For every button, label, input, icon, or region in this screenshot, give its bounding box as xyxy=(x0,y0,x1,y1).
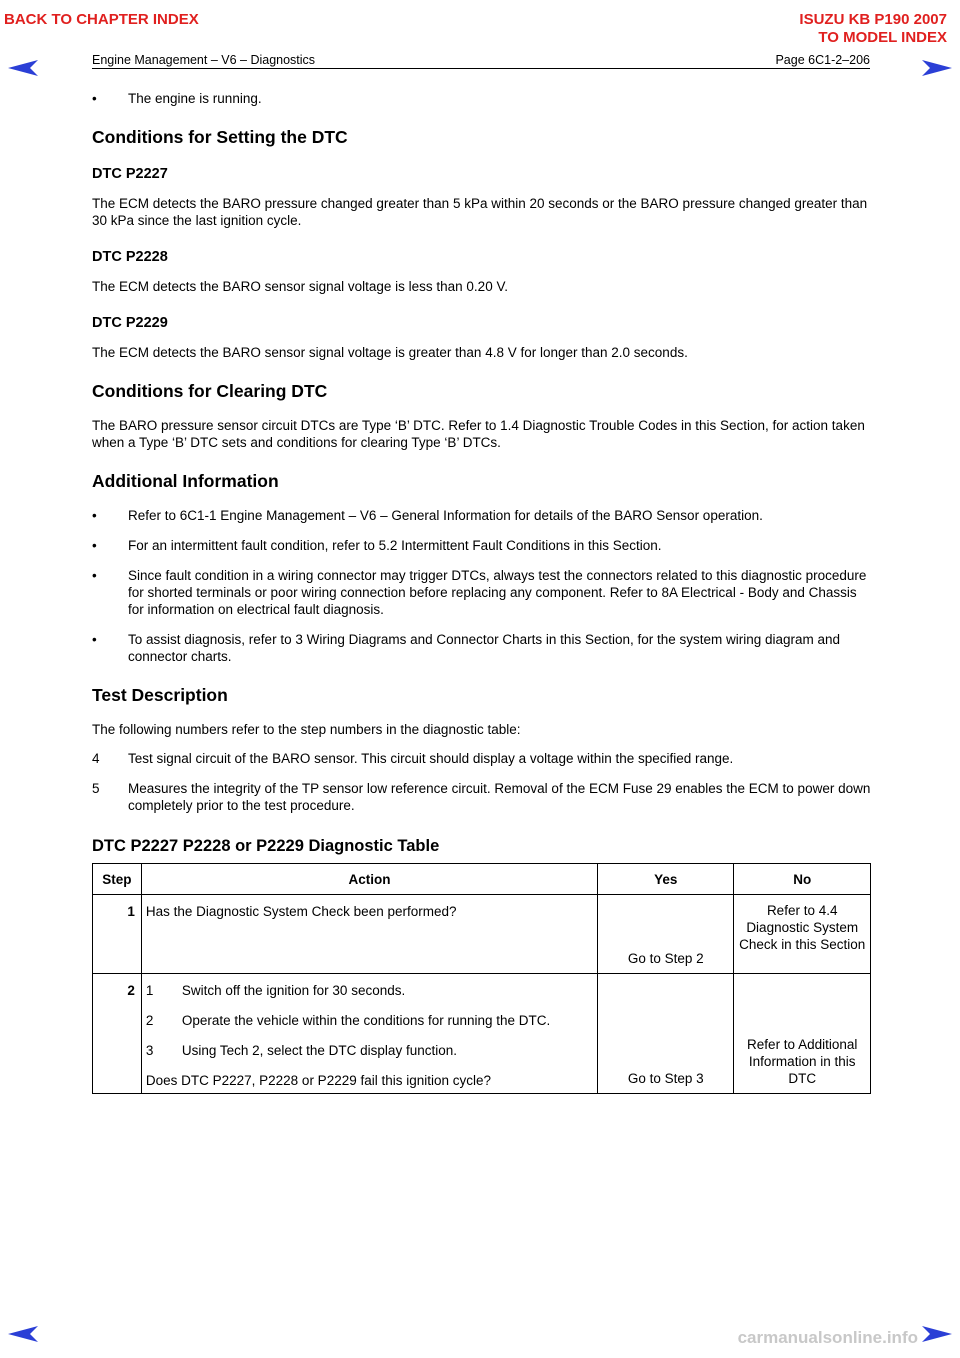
step-number: 1 xyxy=(93,895,142,974)
heading-dtc-p2227: DTC P2227 xyxy=(92,166,168,182)
additional-bullet xyxy=(92,537,872,554)
step-yes[interactable]: Go to Step 2 xyxy=(598,895,734,974)
test-item-number: 5 xyxy=(92,781,100,796)
bullet-text: The engine is running. xyxy=(128,91,262,106)
table-row xyxy=(93,974,871,1094)
substep-number: 1 xyxy=(145,983,154,998)
intro-bullet xyxy=(92,90,872,107)
next-page-arrow-bottom-icon[interactable] xyxy=(922,1326,952,1342)
header-step: Step xyxy=(93,864,142,895)
additional-bullet xyxy=(92,631,872,665)
step-yes[interactable]: Go to Step 3 xyxy=(598,974,734,1094)
test-item-text: Measures the integrity of the TP sensor low reference circuit. Removal of the ECM Fuse 29 enables the ECM to power down completely prior to the test procedure. xyxy=(128,781,871,813)
header-section-title: Engine Management – V6 – Diagnostics xyxy=(92,53,316,67)
heading-dtc-p2229: DTC P2229 xyxy=(92,315,168,331)
bullet-text: To assist diagnosis, refer to 3 Wiring Diagrams and Connector Charts in this Section, for the system wiring diagram and connector charts. xyxy=(128,632,841,664)
previous-page-arrow-icon[interactable] xyxy=(8,60,38,76)
substep-text: Operate the vehicle within the conditions for running the DTC. xyxy=(181,1013,551,1028)
heading-dtc-p2228: DTC P2228 xyxy=(92,249,168,265)
text-conditions-clearing: The BARO pressure sensor circuit DTCs are Type ‘B’ DTC. Refer to 1.4 Diagnostic Trouble Codes in this Section, for action taken when a Type ‘B’ DTC sets and conditions for clearing Type ‘B’ DTCs. xyxy=(92,418,865,450)
bullet-icon: • xyxy=(92,508,97,523)
model-name: ISUZU KB P190 2007 xyxy=(799,11,947,28)
substep-text: Switch off the ignition for 30 seconds. xyxy=(181,983,406,998)
bullet-text: Since fault condition in a wiring connector may trigger DTCs, always test the connectors related to this diagnostic procedure for shorted terminals or poor wiring connection before replacing any component. Refer to 8A Electrical - Body and Chassis for information on electrical fault diagnosis. xyxy=(128,568,867,617)
step-no[interactable]: Refer to 4.4 Diagnostic System Check in this Section xyxy=(734,895,871,974)
diagnostic-table xyxy=(92,863,871,1094)
substep xyxy=(146,1042,593,1059)
substep xyxy=(146,1012,593,1029)
table-row xyxy=(93,895,871,974)
heading-conditions-clearing: Conditions for Clearing DTC xyxy=(92,381,328,401)
test-item-number: 4 xyxy=(92,751,100,766)
text-dtc-p2228: The ECM detects the BARO sensor signal voltage is less than 0.20 V. xyxy=(92,279,508,294)
additional-bullet xyxy=(92,567,872,618)
substep-text: Using Tech 2, select the DTC display function. xyxy=(181,1043,457,1058)
heading-additional-information: Additional Information xyxy=(92,471,279,491)
additional-bullet xyxy=(92,507,872,524)
bullet-text: For an intermittent fault condition, refer to 5.2 Intermittent Fault Conditions in this Section. xyxy=(128,538,662,553)
bullet-icon: • xyxy=(92,538,97,553)
model-title xyxy=(799,11,947,47)
header-no: No xyxy=(734,864,871,895)
bullet-icon: • xyxy=(92,568,97,583)
bullet-text: Refer to 6C1-1 Engine Management – V6 – General Information for details of the BARO Sensor operation. xyxy=(128,508,763,523)
step-question: Does DTC P2227, P2228 or P2229 fail this ignition cycle? xyxy=(145,1073,492,1088)
bullet-icon: • xyxy=(92,632,97,647)
to-model-index-link[interactable]: TO MODEL INDEX xyxy=(818,29,947,46)
step-no[interactable]: Refer to Additional Information in this DTC xyxy=(734,974,871,1094)
bullet-icon: • xyxy=(92,91,97,106)
header-page-number: Page 6C1-2–206 xyxy=(775,53,870,67)
next-page-arrow-icon[interactable] xyxy=(922,60,952,76)
text-dtc-p2227: The ECM detects the BARO pressure changed greater than 5 kPa within 20 seconds or the BARO pressure changed greater than 30 kPa since the last ignition cycle. xyxy=(92,196,868,228)
header-action: Action xyxy=(141,864,597,895)
back-to-chapter-index-link[interactable]: BACK TO CHAPTER INDEX xyxy=(4,11,199,28)
step-number: 2 xyxy=(93,974,142,1094)
header-rule xyxy=(92,68,870,69)
table-header-row xyxy=(93,864,871,895)
heading-conditions-setting: Conditions for Setting the DTC xyxy=(92,127,348,147)
text-dtc-p2229: The ECM detects the BARO sensor signal voltage is greater than 4.8 V for longer than 2.0 seconds. xyxy=(92,345,688,360)
diagnostic-table-title: DTC P2227 P2228 or P2229 Diagnostic Table xyxy=(92,837,440,855)
page-content xyxy=(92,90,872,1094)
substep-number: 2 xyxy=(145,1013,154,1028)
test-item xyxy=(92,780,872,814)
heading-test-description: Test Description xyxy=(92,685,228,705)
step-action xyxy=(141,974,597,1094)
test-item xyxy=(92,750,872,767)
text-test-intro: The following numbers refer to the step numbers in the diagnostic table: xyxy=(92,722,521,737)
header-yes: Yes xyxy=(598,864,734,895)
previous-page-arrow-bottom-icon[interactable] xyxy=(8,1326,38,1342)
substep-number: 3 xyxy=(145,1043,154,1058)
test-item-text: Test signal circuit of the BARO sensor. This circuit should display a voltage within the specified range. xyxy=(128,751,734,766)
watermark: carmanualsonline.info xyxy=(737,1328,918,1347)
step-action: Has the Diagnostic System Check been performed? xyxy=(141,895,597,974)
substep xyxy=(146,982,593,999)
